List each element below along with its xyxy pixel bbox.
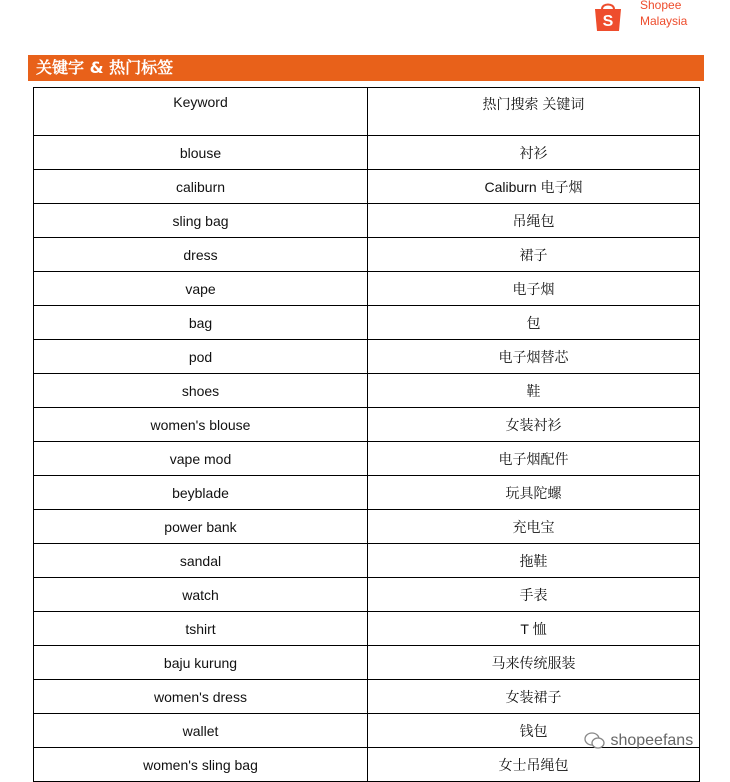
table-row — [34, 204, 700, 238]
keyword-cell: women's sling bag — [34, 748, 368, 782]
keyword-cell: baju kurung — [34, 646, 368, 680]
hot-search-cell: 钱包 — [368, 714, 700, 748]
keyword-cell: watch — [34, 578, 368, 612]
hot-search-cell: 充电宝 — [368, 510, 700, 544]
table-row — [34, 408, 700, 442]
section-title: 关键字 & 热门标签 — [28, 55, 704, 81]
keyword-cell: vape — [34, 272, 368, 306]
hot-search-cell: T 恤 — [368, 612, 700, 646]
table-row — [34, 510, 700, 544]
hot-search-cell: 手表 — [368, 578, 700, 612]
table-row — [34, 646, 700, 680]
keyword-cell: dress — [34, 238, 368, 272]
hot-search-cell: 玩具陀螺 — [368, 476, 700, 510]
header-hot-search: 热门搜索 关键词 — [368, 88, 700, 136]
table-row — [34, 612, 700, 646]
table-row — [34, 544, 700, 578]
hot-search-cell: 裙子 — [368, 238, 700, 272]
wechat-icon — [584, 732, 606, 750]
hot-search-cell: 女士吊绳包 — [368, 748, 700, 782]
table-row — [34, 170, 700, 204]
watermark-text: shopeefans — [610, 732, 694, 750]
hot-search-cell: 鞋 — [368, 374, 700, 408]
keyword-cell: vape mod — [34, 442, 368, 476]
keyword-cell: caliburn — [34, 170, 368, 204]
table-row — [34, 442, 700, 476]
hot-search-cell: 吊绳包 — [368, 204, 700, 238]
table-row — [34, 272, 700, 306]
shopping-bag-icon — [592, 0, 624, 32]
svg-text:S: S — [602, 13, 614, 30]
keyword-table — [33, 87, 700, 782]
table-row — [34, 136, 700, 170]
table-row — [34, 340, 700, 374]
table-row — [34, 476, 700, 510]
hot-search-cell: 拖鞋 — [368, 544, 700, 578]
hot-search-cell: 电子烟替芯 — [368, 340, 700, 374]
hot-search-cell: 电子烟配件 — [368, 442, 700, 476]
keyword-table-body — [34, 88, 700, 782]
keyword-cell: women's blouse — [34, 408, 368, 442]
keyword-cell: blouse — [34, 136, 368, 170]
brand-line-1: Shopee — [640, 0, 682, 12]
keyword-cell: tshirt — [34, 612, 368, 646]
table-row — [34, 306, 700, 340]
hot-search-cell: 衬衫 — [368, 136, 700, 170]
brand-name — [640, 0, 687, 29]
table-row — [34, 578, 700, 612]
keyword-cell: wallet — [34, 714, 368, 748]
table-row — [34, 680, 700, 714]
table-row — [34, 748, 700, 782]
hot-search-cell: 女装裙子 — [368, 680, 700, 714]
brand-line-2: Malaysia — [640, 14, 688, 28]
keyword-cell: pod — [34, 340, 368, 374]
table-row — [34, 374, 700, 408]
header-keyword: Keyword — [34, 88, 368, 136]
table-header-row — [34, 88, 700, 136]
table-row — [34, 238, 700, 272]
keyword-cell: shoes — [34, 374, 368, 408]
keyword-cell: sandal — [34, 544, 368, 578]
keyword-cell: sling bag — [34, 204, 368, 238]
hot-search-cell: 包 — [368, 306, 700, 340]
keyword-cell: beyblade — [34, 476, 368, 510]
hot-search-cell: 女装衬衫 — [368, 408, 700, 442]
hot-search-cell: 电子烟 — [368, 272, 700, 306]
keyword-cell: bag — [34, 306, 368, 340]
hot-search-cell: 马来传统服装 — [368, 646, 700, 680]
hot-search-cell: Caliburn 电子烟 — [368, 170, 700, 204]
watermark — [584, 732, 693, 750]
shopee-logo — [592, 0, 702, 34]
keyword-cell: women's dress — [34, 680, 368, 714]
keyword-cell: power bank — [34, 510, 368, 544]
